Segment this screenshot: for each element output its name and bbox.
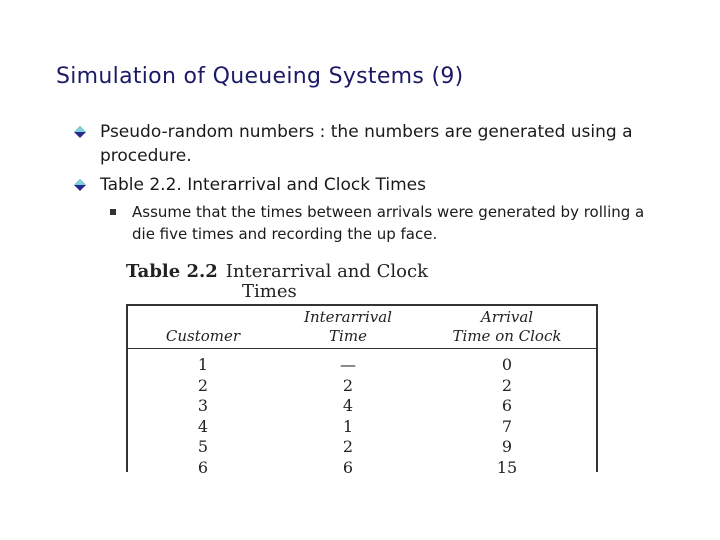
cell-interarrival: 4 (342, 396, 354, 415)
header-line2: Time on Clock (452, 327, 562, 345)
table-header-row (128, 306, 596, 349)
slide-title: Simulation of Queueing Systems (9) (56, 64, 464, 89)
table-caption-line1: Interarrival and Clock (225, 261, 428, 282)
header-customer (128, 306, 278, 348)
table-caption-number: Table 2.2 (126, 261, 218, 282)
header-line1: Interarrival (304, 308, 392, 326)
header-arrival (418, 306, 596, 348)
cell-arrival: 2 (501, 375, 513, 395)
cell-customer: 1 (197, 355, 209, 374)
square-bullet-icon (110, 209, 116, 215)
cell-arrival: 9 (501, 437, 513, 456)
cell-interarrival: — (340, 355, 356, 374)
bullet-pseudo-random (74, 120, 634, 168)
cell-interarrival: 1 (342, 416, 354, 436)
table-row (128, 417, 596, 438)
header-interarrival (278, 306, 418, 348)
table-caption-line2: Times (242, 281, 297, 302)
table-row (128, 376, 596, 397)
cell-arrival: 15 (496, 457, 518, 477)
header-line2: Time (329, 327, 367, 345)
bullet-text: Table 2.2. Interarrival and Clock Times (100, 175, 426, 195)
diamond-bullet-icon (74, 126, 86, 138)
cell-customer: 6 (197, 457, 209, 477)
cell-customer: 2 (197, 375, 209, 395)
interarrival-table (126, 304, 598, 477)
cell-interarrival: 6 (342, 457, 354, 477)
table-row (128, 396, 596, 417)
header-line2: Customer (165, 327, 241, 345)
cell-arrival: 0 (501, 355, 513, 374)
header-line1: Arrival (480, 308, 534, 326)
cell-customer: 3 (197, 396, 209, 415)
bullet-text: Pseudo-random numbers : the numbers are generated using a procedure. (100, 122, 633, 166)
cell-arrival: 7 (501, 416, 513, 436)
table-row (128, 458, 596, 479)
table-row (128, 437, 596, 458)
table-caption (126, 262, 606, 302)
cell-customer: 5 (197, 437, 209, 456)
bullet-table-ref (74, 173, 634, 197)
diamond-bullet-icon (74, 179, 86, 191)
cell-interarrival: 2 (342, 437, 354, 456)
cell-arrival: 6 (501, 396, 513, 415)
sub-bullet-text: Assume that the times between arrivals were generated by rolling a die five times and recording the up face. (132, 203, 645, 243)
table-row (128, 355, 596, 376)
sub-bullet-assume (110, 201, 650, 245)
cell-customer: 4 (197, 416, 209, 436)
cell-interarrival: 2 (342, 375, 354, 395)
